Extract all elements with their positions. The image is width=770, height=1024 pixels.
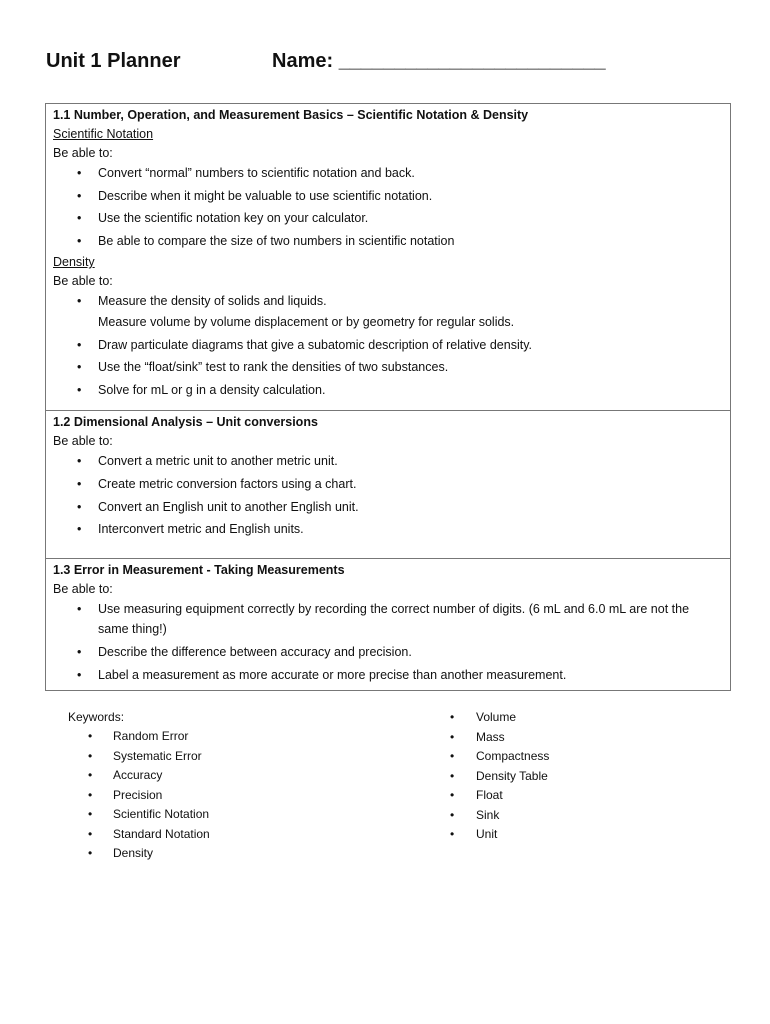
list-item: • Draw particulate diagrams that give a subatomic description of relative density. bbox=[53, 335, 730, 355]
list-item: • Solve for mL or g in a density calculation. bbox=[53, 380, 730, 400]
keyword-item: • Random Error bbox=[68, 727, 210, 747]
bullet-icon: • bbox=[450, 729, 455, 744]
keyword-item: • Mass bbox=[450, 728, 549, 748]
section-heading: 1.2 Dimensional Analysis – Unit conversions bbox=[53, 415, 318, 430]
planner-table bbox=[45, 103, 731, 691]
keyword-item: • Float bbox=[450, 786, 549, 806]
keywords-label: Keywords: bbox=[68, 710, 125, 724]
keyword-list bbox=[450, 708, 549, 845]
list-item: • Convert an English unit to another English unit. bbox=[53, 497, 730, 517]
list-item: • Measure the density of solids and liquids. bbox=[53, 291, 730, 311]
section-heading: 1.3 Error in Measurement - Taking Measurements bbox=[53, 563, 345, 578]
bullet-icon: • bbox=[88, 826, 93, 841]
bullet-icon: • bbox=[77, 454, 82, 469]
bullet-icon: • bbox=[88, 748, 93, 763]
bullet-icon: • bbox=[77, 476, 82, 491]
section-1-1 bbox=[46, 104, 730, 410]
section-1-2 bbox=[46, 410, 730, 558]
bullet-icon: • bbox=[88, 807, 93, 821]
section-1-3 bbox=[46, 558, 730, 690]
bullet-icon: • bbox=[77, 166, 82, 180]
keyword-item: • Accuracy bbox=[68, 766, 210, 786]
list-item: • Convert “normal” numbers to scientific notation and back. bbox=[53, 163, 730, 183]
bullet-icon: • bbox=[77, 188, 82, 203]
bullet-icon: • bbox=[77, 294, 82, 309]
bullet-icon: • bbox=[88, 768, 93, 782]
bullet-icon: • bbox=[77, 602, 82, 617]
keyword-item: • Scientific Notation bbox=[68, 805, 210, 825]
list-item: • Interconvert metric and English units. bbox=[53, 519, 730, 539]
bullet-icon: • bbox=[77, 644, 82, 659]
bullet-icon: • bbox=[450, 710, 455, 724]
bullet-icon: • bbox=[77, 499, 82, 514]
bullet-icon: • bbox=[88, 787, 93, 802]
keyword-item: • Density bbox=[68, 844, 210, 864]
objective-list bbox=[53, 599, 730, 684]
keywords-left bbox=[68, 708, 210, 864]
lead-text: Be able to: bbox=[53, 434, 113, 449]
bullet-icon: • bbox=[77, 233, 82, 248]
lead-text: Be able to: bbox=[53, 146, 113, 160]
bullet-icon: • bbox=[88, 729, 93, 743]
lead-text: Be able to: bbox=[53, 274, 113, 289]
keyword-list bbox=[68, 727, 210, 864]
bullet-icon: • bbox=[77, 337, 82, 352]
bullet-icon: • bbox=[450, 807, 455, 822]
keyword-item: • Standard Notation bbox=[68, 825, 210, 845]
keyword-item: • Sink bbox=[450, 806, 549, 826]
page-title: Unit 1 Planner bbox=[46, 50, 181, 72]
subsection-heading-scientific-notation: Scientific Notation bbox=[53, 127, 154, 141]
list-item: • Label a measurement as more accurate or more precise than another measurement. bbox=[53, 665, 730, 685]
list-item-continuation: Measure volume by volume displacement or by geometry for regular solids. bbox=[98, 314, 515, 329]
keyword-item: • Density Table bbox=[450, 767, 549, 787]
keyword-item: • Systematic Error bbox=[68, 747, 210, 767]
list-item: • Describe when it might be valuable to use scientific notation. bbox=[53, 186, 730, 206]
lead-text: Be able to: bbox=[53, 582, 113, 597]
keywords-right bbox=[450, 708, 549, 845]
bullet-icon: • bbox=[450, 788, 455, 802]
bullet-icon: • bbox=[450, 827, 455, 841]
bullet-icon: • bbox=[77, 360, 82, 375]
bullet-icon: • bbox=[77, 667, 82, 682]
objective-list bbox=[53, 291, 730, 399]
list-item: • Use measuring equipment correctly by recording the correct number of digits. (6 mL and 6.0 mL are not the same thing!) bbox=[53, 599, 730, 639]
list-item: • Describe the difference between accuracy and precision. bbox=[53, 642, 730, 662]
subsection-heading-density: Density bbox=[53, 255, 95, 270]
bullet-icon: • bbox=[88, 846, 93, 860]
objective-list bbox=[53, 163, 730, 251]
bullet-icon: • bbox=[450, 749, 455, 763]
keyword-item: • Volume bbox=[450, 708, 549, 728]
keyword-item: • Compactness bbox=[450, 747, 549, 767]
list-item: • Use the “float/sink” test to rank the densities of two substances. bbox=[53, 357, 730, 377]
name-field-label: Name: ________________________ bbox=[272, 50, 606, 72]
section-heading: 1.1 Number, Operation, and Measurement Basics – Scientific Notation & Density bbox=[53, 108, 529, 122]
bullet-icon: • bbox=[77, 522, 82, 537]
keyword-item: • Unit bbox=[450, 825, 549, 845]
list-item: • Use the scientific notation key on your calculator. bbox=[53, 208, 730, 228]
bullet-icon: • bbox=[450, 768, 455, 783]
objective-list bbox=[53, 451, 730, 539]
keyword-item: • Precision bbox=[68, 786, 210, 806]
list-item: • Create metric conversion factors using a chart. bbox=[53, 474, 730, 494]
bullet-icon: • bbox=[77, 382, 82, 397]
list-item: • Convert a metric unit to another metric unit. bbox=[53, 451, 730, 471]
list-item: • Be able to compare the size of two numbers in scientific notation bbox=[53, 231, 730, 251]
bullet-icon: • bbox=[77, 211, 82, 226]
page-header bbox=[46, 50, 740, 80]
